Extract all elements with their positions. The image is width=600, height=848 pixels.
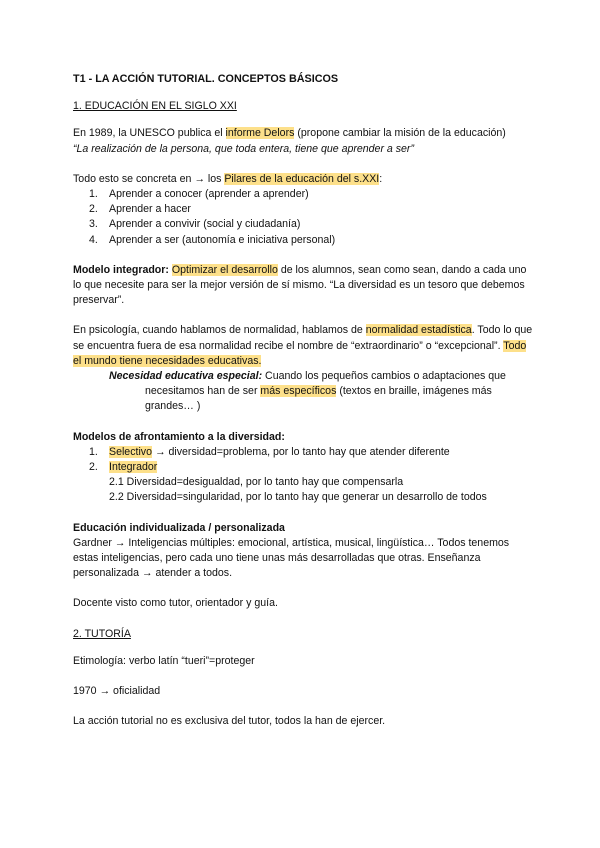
label-bold: Modelo integrador: [73,263,169,276]
highlight-especificos: más específicos [260,385,337,398]
pilares-list [73,187,533,248]
text-run: En 1989, la UNESCO publica el [73,127,226,140]
text-run: . Todo lo que se encuentra fuera de esa normalidad recibe el nombre de “extraordinario” o “excepcional”. [73,324,533,352]
highlight-integrador: Integrador [109,461,158,474]
list-number: 3. [89,218,98,231]
oficialidad-paragraph: 1970 → oficialidad [73,685,161,698]
highlight-necesidades: Todo el mundo tiene necesidades educativas. [73,339,527,367]
section-heading-2: 2. TUTORÍA [73,627,131,640]
highlight-normalidad: normalidad estadística [365,324,472,337]
list-item [73,445,533,460]
quote: “La realización de la persona, que toda entera, tiene que aprender a ser” [73,142,414,155]
accion-tutorial-paragraph: La acción tutorial no es exclusiva del tutor, todos la han de ejercer. [73,715,386,728]
text-run: Todo esto se concreta en → los [73,172,225,185]
highlight-informe-delors: informe Delors [225,127,295,140]
list-number: 4. [89,233,98,246]
highlight-pilares: Pilares de la educación del s.XXI [224,172,380,185]
docente-paragraph: Docente visto como tutor, orientador y guía. [73,597,278,610]
list-text: Aprender a ser (autonomía e iniciativa personal) [109,233,336,246]
text-run: (propone cambiar la misión de la educación) [294,127,506,140]
list-item [73,217,533,232]
list-text: Aprender a hacer [109,203,191,216]
sublist-item: 2.2 Diversidad=singularidad, por lo tanto hay que generar un desarrollo de todos [109,491,487,504]
list-text: Aprender a convivir (social y ciudadanía) [109,218,301,231]
list-item [73,233,533,248]
list-number: 2. [89,461,98,474]
modelos-list [73,445,533,475]
text-run: (textos en braille, imágenes más grandes… ) [145,385,492,413]
document-title: T1 - LA ACCIÓN TUTORIAL. CONCEPTOS BÁSICOS [73,73,339,85]
list-text: → diversidad=problema, por lo tanto hay que atender diferente [152,445,450,458]
document-page [73,72,533,730]
nee-paragraph [73,369,533,415]
text-run: de los alumnos, sean como sean, dando a cada uno lo que necesite para ser la mejor versión de sí mismo. “La diversidad es un tesoro que debemos preservar”. [73,263,527,307]
pilares-paragraph [73,172,533,187]
list-item [73,460,533,475]
sublist-item: 2.1 Diversidad=desigualdad, por lo tanto hay que compensarla [109,476,404,489]
list-item [73,202,533,217]
text-run: Cuando los pequeños cambios o adaptaciones que necesitamos han de ser [145,370,506,398]
highlight-selectivo: Selectivo [109,445,152,458]
text-run: : [379,172,383,185]
modelo-integrador-paragraph [73,263,533,309]
list-number: 1. [89,445,98,458]
text-run: En psicología, cuando hablamos de normalidad, hablamos de [73,324,366,337]
psicologia-paragraph [73,323,533,369]
section-heading-1: 1. EDUCACIÓN EN EL SIGLO XXI [73,100,237,113]
list-item [73,187,533,202]
list-number: 1. [89,188,98,201]
modelos-heading: Modelos de afrontamiento a la diversidad: [73,430,285,443]
edu-heading: Educación individualizada / personalizada [73,521,285,534]
highlight-optimizar: Optimizar el desarrollo [171,263,278,276]
edu-paragraph: Gardner → Inteligencias múltiples: emocional, artística, musical, lingüística… Todos tenemos estas inteligencias, pero cada uno tiene unas más desarrolladas que otras. Enseñanza personalizada → atender a todos. [73,536,510,580]
etimologia-paragraph: Etimología: verbo latín “tueri”=proteger [73,654,255,667]
list-number: 2. [89,203,98,216]
label-bold-italic: Necesidad educativa especial: [109,370,263,383]
list-text: Aprender a conocer (aprender a aprender) [109,188,309,201]
unesco-paragraph [73,126,533,141]
